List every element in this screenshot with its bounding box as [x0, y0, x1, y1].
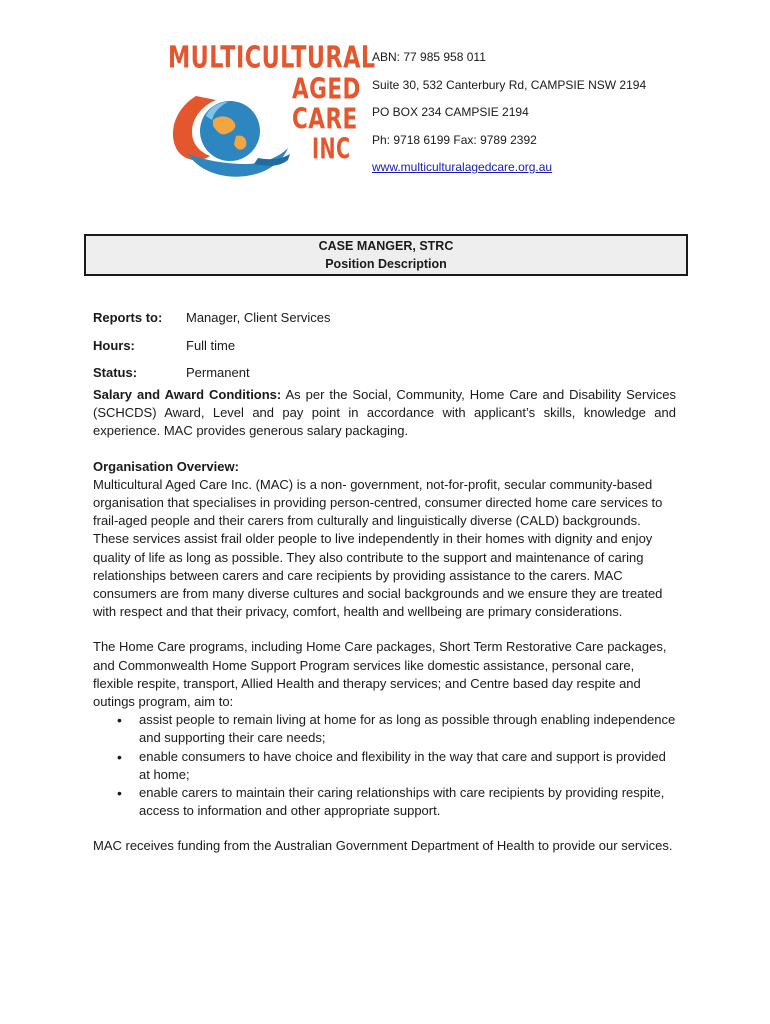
contact-block — [372, 44, 646, 182]
position-fields — [93, 304, 331, 387]
salary-label: Salary and Award Conditions: — [93, 387, 282, 402]
org-name-line-4: INC — [312, 132, 351, 166]
salary-paragraph — [93, 386, 676, 441]
website-link[interactable]: www.multiculturalagedcare.org.au — [372, 160, 553, 174]
field-value: Manager, Client Services — [186, 310, 331, 326]
programs-bullet-list — [93, 711, 676, 820]
abn: ABN: 77 985 958 011 — [372, 50, 486, 64]
field-label: Status: — [93, 365, 138, 381]
position-title: CASE MANGER, STRC — [318, 239, 454, 253]
org-name-line-2: AGED — [292, 72, 361, 106]
position-subtitle: Position Description — [325, 257, 447, 271]
field-label: Hours: — [93, 337, 135, 353]
logo — [158, 36, 376, 188]
overview-paragraph: Multicultural Aged Care Inc. (MAC) is a non- government, not-for-profit, secular community-based organisation that specialises in providing person-centred, consumer directed home care services to frail-aged people and their carers from culturally and linguistically diverse (CALD) backgrounds. These services assist frail older people to live independently in their homes with dignity and enjoy quality of life as long as possible. They also contribute to the support and maintenance of caring relationships between carers and care recipients by providing assistance to the carers. MAC consumers are from many diverse cultures and social backgrounds and we ensure they are treated with respect and that their privacy, comfort, health and wellbeing are primary considerations. — [93, 476, 663, 620]
street-address: Suite 30, 532 Canterbury Rd, CAMPSIE NSW 2194 — [372, 77, 647, 92]
phone-fax: Ph: 9718 6199 Fax: 9789 2392 — [372, 132, 537, 147]
org-name-line-1: MULTICULTURAL — [168, 40, 376, 75]
field-status — [93, 359, 331, 387]
document-body — [93, 386, 676, 856]
funding-paragraph: MAC receives funding from the Australian Government Department of Health to provide our services. — [93, 838, 673, 854]
position-title-box — [84, 234, 688, 276]
programs-intro: The Home Care programs, including Home Care packages, Short Term Restorative Care packages, and Commonwealth Home Support Program services like domestic assistance, personal care, flexible respite, transport, Allied Health and therapy services; and Centre based day respite and outings program, aim to: — [93, 639, 667, 710]
field-reports-to — [93, 304, 331, 332]
overview-heading: Organisation Overview: — [93, 458, 239, 474]
field-value: Full time — [186, 337, 236, 353]
field-hours — [93, 332, 331, 360]
org-name-line-3: CARE — [292, 102, 358, 136]
po-box: PO BOX 234 CAMPSIE 2194 — [372, 105, 529, 119]
field-label: Reports to: — [93, 310, 163, 326]
salary-text: As per the Social, Community, Home Care and Disability Services (SCHCDS) Award, Level and pay point in accordance with applicant’s skills, knowledge and experience. MAC provides generous salary packaging. — [93, 387, 676, 439]
list-item: • assist people to remain living at home for as long as possible through enabling independence and supporting their care needs; — [139, 711, 676, 747]
list-item: • enable carers to maintain their caring relationships with care recipients by providing respite, access to information and other appropriate support. — [139, 784, 676, 820]
list-item: • enable consumers to have choice and flexibility in the way that care and support is provided at home; — [139, 748, 676, 784]
logo-blue-hand-fingers — [254, 154, 290, 166]
field-value: Permanent — [186, 365, 250, 381]
